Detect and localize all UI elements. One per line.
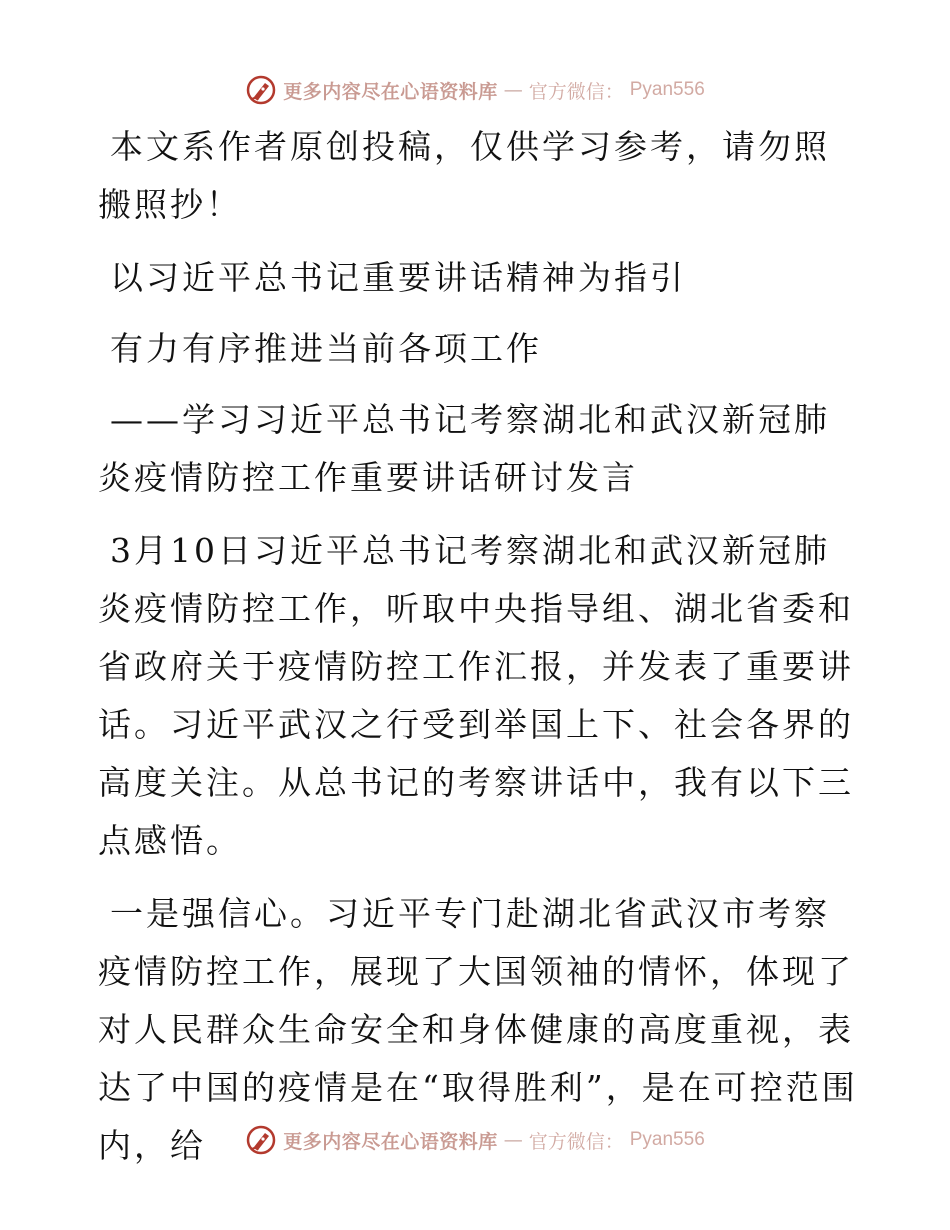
paragraph-1: 3月10日习近平总书记考察湖北和武汉新冠肺炎疫情防控工作，听取中央指导组、湖北省委和省政府关于疫情防控工作汇报，并发表了重要讲话。习近平武汉之行受到举国上下、社会各界的高度关注。从总书记的考察讲话中，我有以下三点感悟。 <box>98 531 854 860</box>
watermark-wechat-id: Pyan556 <box>629 79 705 100</box>
subtitle: ——学习习近平总书记考察湖北和武汉新冠肺炎疫情防控工作重要讲话研讨发言 <box>98 400 830 497</box>
pen-nib-logo-icon <box>245 74 277 106</box>
watermark-wechat-label: 官方微信： <box>528 80 624 103</box>
watermark-wechat-id: Pyan556 <box>629 1129 705 1150</box>
pen-nib-logo-icon <box>245 1124 277 1156</box>
footer-watermark <box>0 1120 950 1160</box>
watermark-group <box>245 74 705 106</box>
watermark-wechat-label: 官方微信： <box>528 1130 624 1153</box>
header-watermark <box>0 70 950 110</box>
watermark-separator: — <box>503 1129 523 1151</box>
copyright-notice: 本文系作者原创投稿，仅供学习参考，请勿照搬照抄！ <box>98 127 830 224</box>
title-line-2: 有力有序推进当前各项工作 <box>110 329 542 368</box>
document-body <box>98 118 858 1190</box>
paragraph-2: 一是强信心。习近平专门赴湖北省武汉市考察疫情防控工作，展现了大国领袖的情怀，体现了对人民群众生命安全和身体健康的高度重视，表达了中国的疫情是在“取得胜利”，是在可控范围内，给 <box>98 894 858 1165</box>
watermark-brand: 更多内容尽在心语资料库 <box>283 1130 498 1153</box>
watermark-separator: — <box>503 79 523 101</box>
watermark-brand: 更多内容尽在心语资料库 <box>283 80 498 103</box>
title-line-1: 以习近平总书记重要讲话精神为指引 <box>110 258 686 297</box>
watermark-group <box>245 1124 705 1156</box>
